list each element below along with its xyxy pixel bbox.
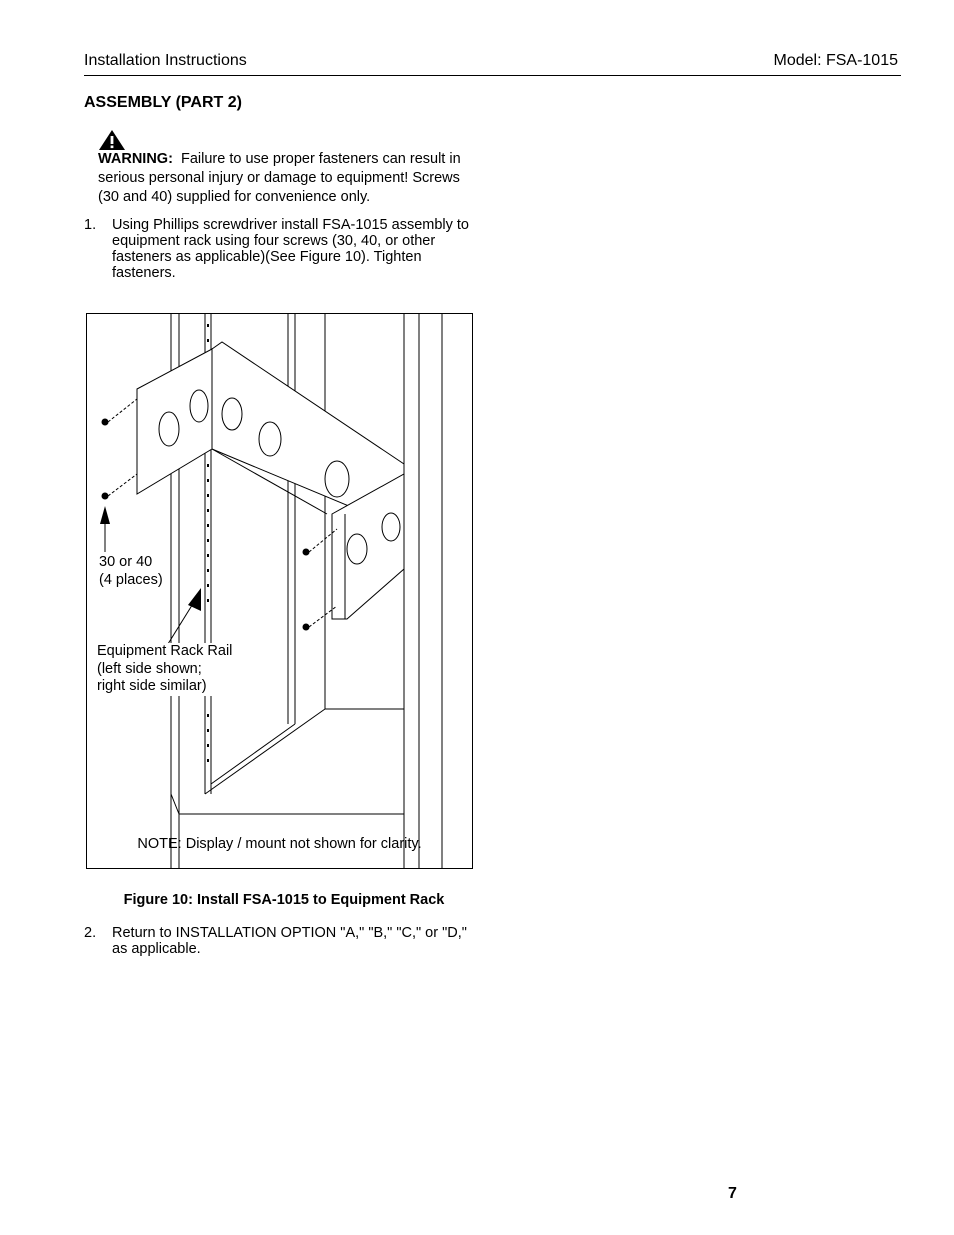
step-2 bbox=[84, 925, 484, 959]
page-number: 7 bbox=[728, 1185, 737, 1202]
figure-10 bbox=[86, 313, 473, 869]
figure-caption: Figure 10: Install FSA-1015 to Equipment Rack bbox=[123, 892, 445, 908]
rack-illustration bbox=[87, 314, 472, 868]
header-model: Model: FSA-1015 bbox=[773, 52, 898, 69]
figure-note: NOTE: Display / mount not shown for clarity. bbox=[137, 836, 422, 852]
callout-screws: 30 or 40 (4 places) bbox=[99, 554, 163, 588]
warning-label: WARNING: bbox=[98, 151, 173, 167]
warning-triangle-icon bbox=[98, 129, 126, 151]
step-text: Using Phillips screwdriver install FSA-1015 assembly to equipment rack using four screws (30, 40, or other fasteners as applicable)(See Figure 10). Tighten fasteners. bbox=[112, 217, 469, 281]
header-title: Installation Instructions bbox=[84, 52, 247, 69]
warning-body: Failure to use proper fasteners can result in serious personal injury or damage to equipment! Screws (30 and 40) supplied for convenience only. bbox=[98, 151, 461, 205]
step-1 bbox=[84, 217, 484, 281]
callout-rack-rail: Equipment Rack Rail (left side shown; right side similar) bbox=[97, 643, 233, 694]
section-title: ASSEMBLY (PART 2) bbox=[84, 94, 242, 111]
step-number: 2. bbox=[84, 925, 97, 941]
step-number: 1. bbox=[84, 217, 97, 233]
step-text: Return to INSTALLATION OPTION "A," "B," "C," or "D," as applicable. bbox=[112, 925, 467, 957]
warning-text bbox=[98, 150, 483, 207]
header-divider bbox=[84, 75, 901, 76]
